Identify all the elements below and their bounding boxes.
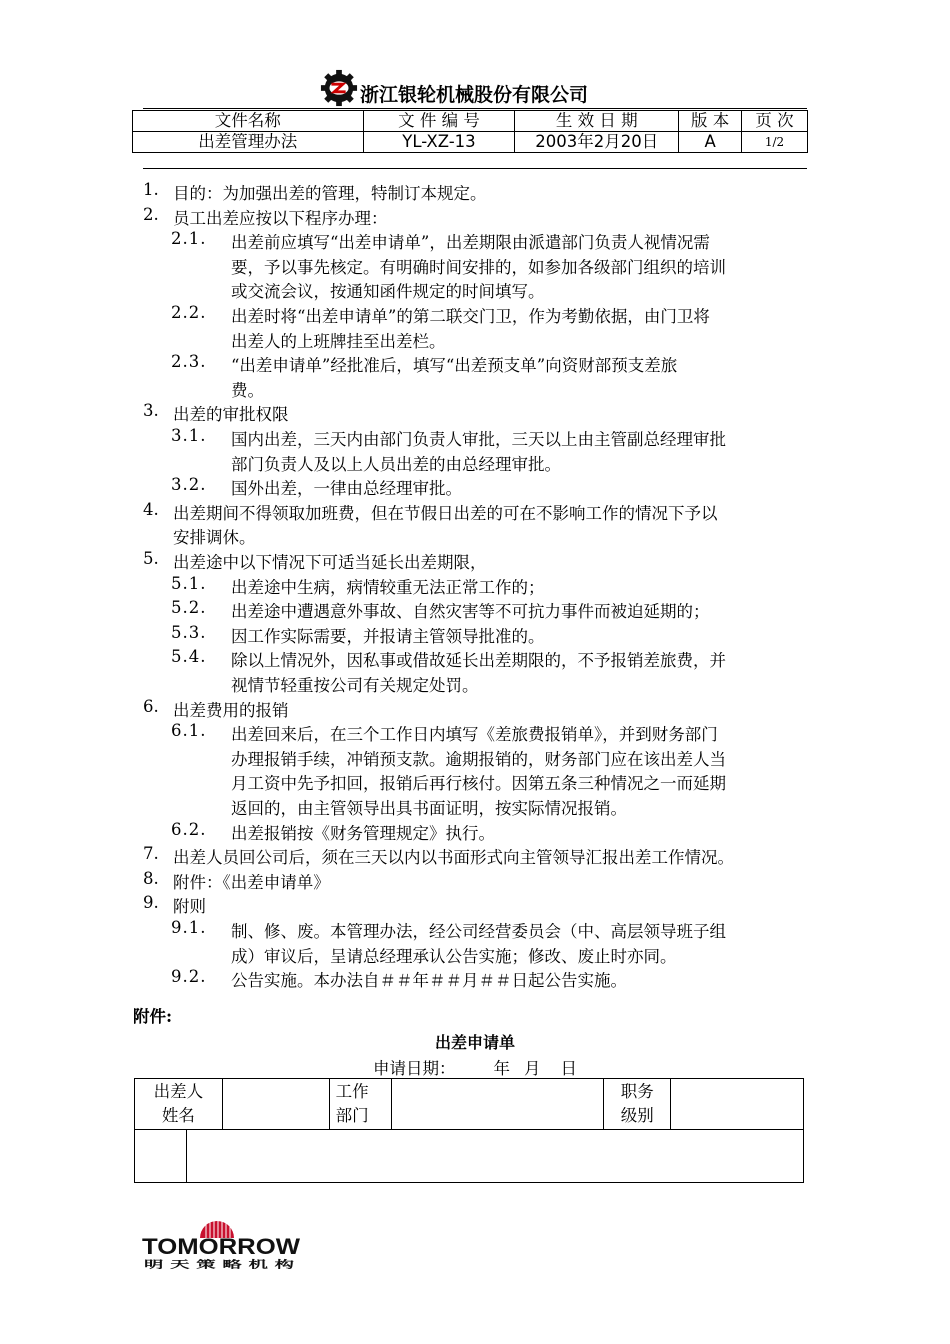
form-cell[interactable] bbox=[135, 1130, 187, 1183]
item-text: 附则 bbox=[173, 897, 206, 917]
date-label: 申请日期： bbox=[373, 1059, 456, 1078]
item-text: “出差申请单”经批准后，填写“出差预支单”向资财部预支差旅 bbox=[231, 356, 678, 376]
item-text: 成）审议后，呈请总经理承认公告实施；修改、废止时亦同。 bbox=[231, 946, 677, 966]
footer-logo bbox=[140, 1212, 305, 1272]
item-number: 6.2. bbox=[171, 819, 207, 839]
info-header-row bbox=[133, 111, 808, 132]
form-row bbox=[135, 1130, 804, 1183]
item-number: 8. bbox=[143, 868, 159, 888]
item-text: 出差前应填写“出差申请单”，出差期限由派遣部门负责人视情况需 bbox=[231, 233, 710, 253]
info-header-cell: 文件名称 bbox=[133, 111, 364, 132]
item-text: 视情节轻重按公司有关规定处罚。 bbox=[231, 676, 479, 695]
document-info-table bbox=[132, 110, 808, 153]
item-text: 附件：《出差申请单》 bbox=[173, 872, 330, 892]
item-text: 月工资中先予扣回，报销后再行核付。因第五条三种情况之一而延期 bbox=[231, 774, 726, 794]
attachment-label: 附件: bbox=[133, 1007, 173, 1026]
item-text: 除以上情况外，因私事或借故延长出差期限的，不予报销差旅费，并 bbox=[231, 651, 726, 671]
item-number: 3. bbox=[143, 401, 159, 421]
info-header-cell: 文 件 编 号 bbox=[363, 111, 515, 132]
document-name: 出差管理办法 bbox=[133, 132, 364, 153]
item-text: 出差回来后，在三个工作日内填写《差旅费报销单》，并到财务部门 bbox=[231, 725, 718, 745]
item-number: 3.2. bbox=[171, 475, 207, 495]
info-value-row bbox=[133, 132, 808, 153]
item-number: 7. bbox=[143, 844, 159, 864]
item-text: 出差途中以下情况下可适当延长出差期限， bbox=[173, 553, 487, 572]
item-number: 2.3. bbox=[171, 352, 207, 372]
footer-logo-text: TOMORROW bbox=[142, 1234, 301, 1259]
item-text: 出差人员回公司后，须在三天以内以书面形式向主管领导汇报出差工作情况。 bbox=[173, 848, 734, 868]
item-number: 9. bbox=[143, 893, 159, 913]
rank-field[interactable] bbox=[671, 1079, 804, 1130]
date-day: 日 bbox=[560, 1059, 577, 1078]
item-text: 要，予以事先核定。有明确时间安排的，如参加各级部门组织的培训 bbox=[231, 257, 726, 277]
item-number: 2.1. bbox=[171, 229, 207, 249]
item-number: 5.2. bbox=[171, 598, 207, 618]
item-number: 2. bbox=[143, 204, 159, 224]
item-text: 出差费用的报销 bbox=[173, 700, 289, 720]
item-number: 6.1. bbox=[171, 721, 207, 741]
business-trip-form bbox=[134, 1078, 804, 1183]
item-number: 6. bbox=[143, 696, 159, 716]
item-text: 出差途中生病，病情较重无法正常工作的； bbox=[231, 577, 545, 597]
tomorrow-logo-icon bbox=[140, 1212, 305, 1272]
page-number: 1/2 bbox=[742, 132, 808, 153]
footer-logo-subtext: 明 天 策 略 机 构 bbox=[144, 1260, 222, 1271]
document-number: YL-XZ-13 bbox=[363, 132, 515, 153]
form-row bbox=[135, 1079, 804, 1130]
item-text: 或交流会议，按通知函件规定的时间填写。 bbox=[231, 282, 545, 302]
dept-label: 工作 部门 bbox=[329, 1079, 391, 1130]
document-header bbox=[320, 68, 588, 108]
item-number: 1. bbox=[143, 180, 159, 199]
dept-field[interactable] bbox=[391, 1079, 604, 1130]
company-gear-logo-icon bbox=[320, 69, 358, 107]
item-number: 2.2. bbox=[171, 303, 207, 322]
item-text: 出差途中遭遇意外事故、自然灾害等不可抗力事件而被迫延期的； bbox=[231, 602, 710, 622]
item-text: 因工作实际需要，并报请主管领导批准的。 bbox=[231, 626, 545, 646]
form-title: 出差申请单 bbox=[434, 1033, 515, 1052]
item-text: 办理报销手续，冲销预支款。逾期报销的，财务部门应在该出差人当 bbox=[231, 749, 726, 769]
form-date-line bbox=[373, 1055, 577, 1079]
item-text: 出差期间不得领取加班费，但在节假日出差的可在不影响工作的情况下予以 bbox=[173, 503, 718, 523]
item-text: 出差的审批权限 bbox=[173, 405, 289, 425]
item-text: 出差人的上班牌挂至出差栏。 bbox=[231, 331, 446, 351]
item-text: 安排调休。 bbox=[173, 528, 256, 548]
name-label: 出差人 姓名 bbox=[135, 1079, 223, 1130]
info-header-cell: 生 效 日 期 bbox=[515, 111, 679, 132]
item-text: 部门负责人及以上人员出差的由总经理审批。 bbox=[231, 454, 561, 474]
item-text: 目的：为加强出差的管理，特制订本规定。 bbox=[173, 184, 487, 203]
form-cell[interactable] bbox=[186, 1130, 803, 1183]
date-year: 年 bbox=[493, 1059, 510, 1078]
item-number: 5. bbox=[143, 549, 159, 568]
header-rule bbox=[143, 108, 807, 109]
version: A bbox=[679, 132, 742, 153]
info-header-cell: 页 次 bbox=[742, 111, 808, 132]
item-number: 5.1. bbox=[171, 573, 207, 593]
name-field[interactable] bbox=[222, 1079, 329, 1130]
item-text: 制、修、废。本管理办法，经公司经营委员会（中、高层领导班子组 bbox=[231, 922, 726, 941]
effective-date: 2003年2月20日 bbox=[515, 132, 679, 153]
item-text: 员工出差应按以下程序办理： bbox=[173, 208, 388, 228]
item-number: 4. bbox=[143, 499, 159, 519]
item-text: 费。 bbox=[231, 380, 264, 400]
item-number: 5.4. bbox=[171, 647, 207, 667]
item-text: 出差时将“出差申请单”的第二联交门卫，作为考勤依据，由门卫将 bbox=[231, 307, 710, 326]
item-number: 9.2. bbox=[171, 967, 207, 987]
item-text: 出差报销按《财务管理规定》执行。 bbox=[231, 823, 495, 843]
rank-label: 职务 级别 bbox=[604, 1079, 671, 1130]
date-month: 月 bbox=[524, 1059, 541, 1078]
item-text: 公告实施。本办法自＃＃年＃＃月＃＃日起公告实施。 bbox=[231, 971, 627, 991]
item-number: 9.1. bbox=[171, 918, 207, 937]
item-number: 3.1. bbox=[171, 426, 207, 445]
item-text: 返回的，由主管领导出具书面证明，按实际情况报销。 bbox=[231, 799, 627, 818]
company-name: 浙江银轮机械股份有限公司 bbox=[360, 83, 589, 106]
item-text: 国内出差，三天内由部门负责人审批，三天以上由主管副总经理审批 bbox=[231, 430, 726, 449]
info-header-cell: 版 本 bbox=[679, 111, 742, 132]
item-number: 5.3. bbox=[171, 622, 207, 642]
item-text: 国外出差，一律由总经理审批。 bbox=[231, 479, 462, 499]
body-top-rule bbox=[143, 168, 807, 169]
